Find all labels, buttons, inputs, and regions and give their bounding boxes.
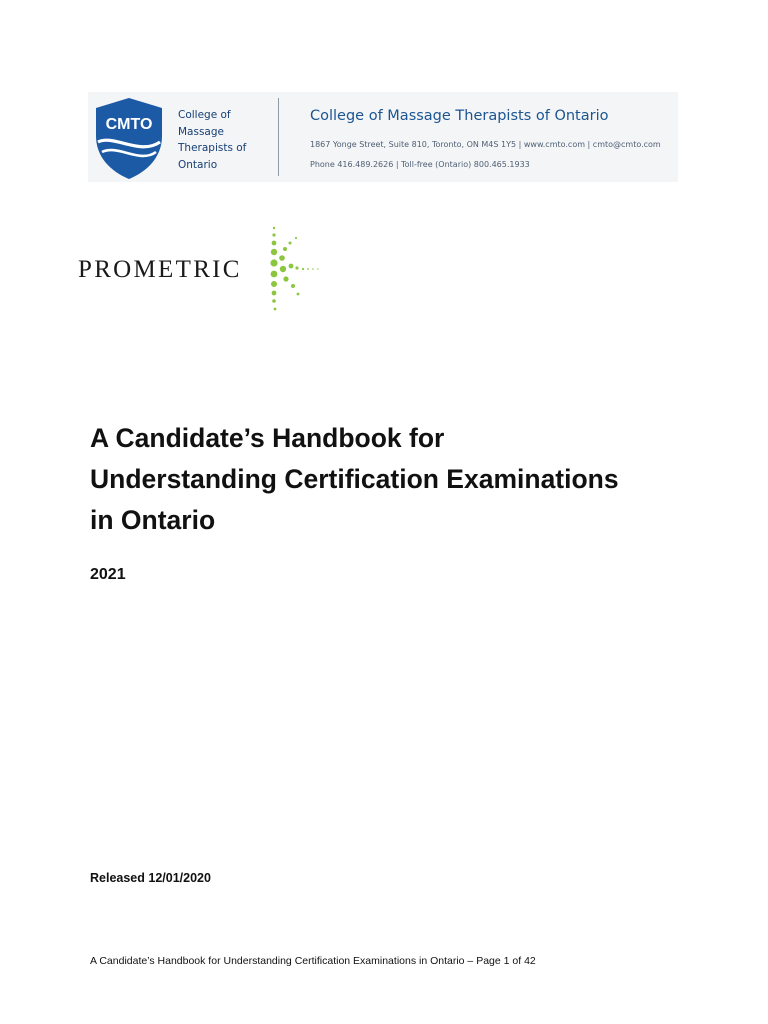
cmto-side-name-line: Therapists of — [178, 142, 247, 154]
cmto-shield-logo-icon — [92, 96, 166, 180]
letterhead-title: College of Massage Therapists of Ontario — [310, 108, 609, 124]
prometric-dot-burst-icon — [264, 222, 324, 320]
cmto-shield-text: CMTO — [105, 116, 153, 133]
document-title-line: in Ontario — [90, 505, 216, 535]
prometric-logo — [78, 222, 328, 320]
letterhead-phone: Phone 416.489.2626 | Toll-free (Ontario) 800.465.1933 — [310, 160, 530, 169]
letterhead-address: 1867 Yonge Street, Suite 810, Toronto, ON M4S 1Y5 | www.cmto.com | cmto@cmto.com — [310, 140, 661, 149]
page-footer: A Candidate’s Handbook for Understanding Certification Examinations in Ontario – Page 1 of 42 — [90, 955, 536, 967]
cmto-side-name-line: Ontario — [178, 158, 218, 171]
cmto-letterhead — [88, 92, 678, 182]
prometric-wordmark: PROMETRIC — [78, 256, 242, 283]
document-year: 2021 — [90, 566, 126, 583]
cmto-side-name — [178, 107, 273, 173]
document-title-line: Understanding Certification Examinations — [90, 464, 619, 494]
release-date: Released 12/01/2020 — [90, 871, 211, 885]
cmto-side-name-line: College of — [178, 109, 231, 121]
document-title — [90, 418, 730, 541]
letterhead-divider — [278, 98, 279, 176]
document-title-line: A Candidate’s Handbook for — [90, 423, 445, 453]
cmto-side-name-line: Massage — [178, 125, 224, 138]
